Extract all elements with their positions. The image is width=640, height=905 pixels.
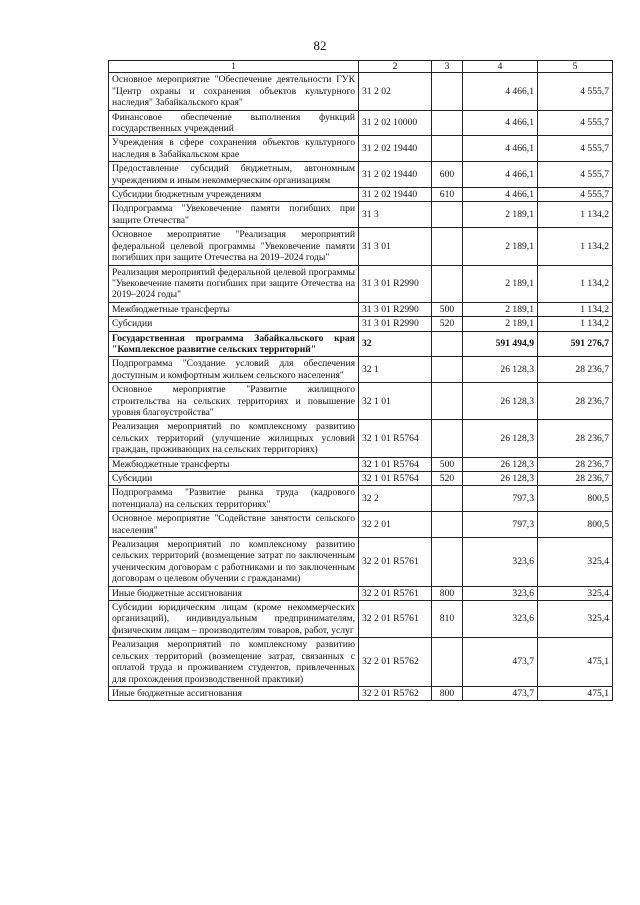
column-header: 3 [432, 61, 463, 73]
row-code: 31 2 02 19440 [359, 136, 432, 162]
row-code: 32 2 01 R5762 [359, 686, 432, 700]
row-amount-col4: 26 128,3 [463, 472, 538, 486]
budget-table [108, 60, 613, 701]
row-expense-type [432, 136, 463, 162]
row-expense-type [432, 331, 463, 357]
row-expense-type [432, 110, 463, 136]
row-amount-col4: 4 466,1 [463, 73, 538, 110]
table-row [109, 162, 613, 188]
row-amount-col4: 323,6 [463, 601, 538, 638]
row-amount-col4: 4 466,1 [463, 136, 538, 162]
row-code: 31 3 [359, 202, 432, 228]
row-amount-col4: 4 466,1 [463, 162, 538, 188]
row-code: 32 2 01 R5762 [359, 638, 432, 687]
row-amount-col5: 1 134,2 [538, 317, 613, 331]
row-amount-col4: 797,3 [463, 512, 538, 538]
table-row [109, 73, 613, 110]
row-code: 31 2 02 19440 [359, 188, 432, 202]
row-amount-col4: 473,7 [463, 638, 538, 687]
row-code: 32 2 01 [359, 512, 432, 538]
row-expense-type [432, 357, 463, 383]
row-amount-col5: 800,5 [538, 486, 613, 512]
row-amount-col5: 475,1 [538, 638, 613, 687]
row-amount-col4: 2 189,1 [463, 228, 538, 265]
row-name: Основное мероприятие "Обеспечение деятельности ГУК "Центр охраны и сохранения объектов культурного наследия" Забайкальского края" [109, 73, 359, 110]
row-amount-col5: 4 555,7 [538, 110, 613, 136]
row-amount-col5: 325,4 [538, 538, 613, 587]
row-code: 32 [359, 331, 432, 357]
column-header: 4 [463, 61, 538, 73]
row-code: 32 2 01 R5761 [359, 601, 432, 638]
table-row [109, 383, 613, 420]
row-amount-col5: 28 236,7 [538, 357, 613, 383]
row-amount-col5: 1 134,2 [538, 228, 613, 265]
row-code: 31 3 01 R2990 [359, 317, 432, 331]
row-name: Государственная программа Забайкальского края "Комплексное развитие сельских территорий" [109, 331, 359, 357]
row-amount-col4: 26 128,3 [463, 357, 538, 383]
row-name: Финансовое обеспечение выполнения функций государственных учреждений [109, 110, 359, 136]
row-amount-col5: 4 555,7 [538, 73, 613, 110]
row-amount-col5: 325,4 [538, 586, 613, 600]
row-name: Межбюджетные трансферты [109, 457, 359, 471]
table-row [109, 457, 613, 471]
row-expense-type: 500 [432, 302, 463, 316]
row-name: Подпрограмма "Развитие рынка труда (кадрового потенциала) на сельских территориях" [109, 486, 359, 512]
row-name: Основное мероприятие "Содействие занятости сельского населения" [109, 512, 359, 538]
table-body [109, 73, 613, 701]
table-row [109, 302, 613, 316]
row-code: 32 1 01 R5764 [359, 457, 432, 471]
row-name: Субсидии [109, 472, 359, 486]
row-amount-col4: 26 128,3 [463, 420, 538, 457]
table-row [109, 538, 613, 587]
table-row [109, 202, 613, 228]
table-row [109, 228, 613, 265]
row-name: Реализация мероприятий по комплексному развитию сельских территорий (возмещение затрат по заключенным ученическим договорам с работниками и по заключенным договорам о целевом обучении с гражданами) [109, 538, 359, 587]
table-row [109, 188, 613, 202]
row-code: 32 1 01 [359, 383, 432, 420]
row-name: Реализация мероприятий по комплексному развитию сельских территорий (возмещение затрат, связанных с оплатой труда и проживанием студентов, привлеченных для прохождения производственной практики) [109, 638, 359, 687]
row-name: Реализация мероприятий по комплексному развитию сельских территорий (улучшение жилищных условий граждан, проживающих на сельских территориях) [109, 420, 359, 457]
row-expense-type: 500 [432, 457, 463, 471]
table-row [109, 686, 613, 700]
column-header: 2 [359, 61, 432, 73]
row-name: Межбюджетные трансферты [109, 302, 359, 316]
table-row [109, 586, 613, 600]
row-name: Учреждения в сфере сохранения объектов культурного наследия в Забайкальском крае [109, 136, 359, 162]
row-expense-type [432, 383, 463, 420]
row-amount-col4: 323,6 [463, 586, 538, 600]
row-code: 32 1 01 R5764 [359, 420, 432, 457]
row-amount-col5: 28 236,7 [538, 457, 613, 471]
row-name: Субсидии [109, 317, 359, 331]
row-amount-col5: 28 236,7 [538, 420, 613, 457]
row-name: Субсидии юридическим лицам (кроме некоммерческих организаций), индивидуальным предпринимателям, физическим лицам – производителям товаров, работ, услуг [109, 601, 359, 638]
row-expense-type [432, 512, 463, 538]
column-header: 5 [538, 61, 613, 73]
row-amount-col4: 4 466,1 [463, 110, 538, 136]
row-code: 31 2 02 10000 [359, 110, 432, 136]
row-expense-type [432, 265, 463, 302]
row-code: 32 1 01 R5764 [359, 472, 432, 486]
row-expense-type [432, 228, 463, 265]
row-amount-col4: 323,6 [463, 538, 538, 587]
row-name: Основное мероприятие "Реализация мероприятий федеральной целевой программы "Увековечение памяти погибших при защите Отечества на 2019–2024 годы" [109, 228, 359, 265]
row-amount-col5: 28 236,7 [538, 383, 613, 420]
table-row [109, 136, 613, 162]
row-code: 31 3 01 [359, 228, 432, 265]
row-code: 31 3 01 R2990 [359, 302, 432, 316]
row-code: 31 3 01 R2990 [359, 265, 432, 302]
row-amount-col4: 2 189,1 [463, 265, 538, 302]
row-expense-type [432, 538, 463, 587]
row-amount-col5: 28 236,7 [538, 472, 613, 486]
row-expense-type [432, 638, 463, 687]
row-amount-col4: 2 189,1 [463, 302, 538, 316]
row-amount-col4: 2 189,1 [463, 317, 538, 331]
row-code: 31 2 02 [359, 73, 432, 110]
row-name: Иные бюджетные ассигнования [109, 686, 359, 700]
row-expense-type: 520 [432, 317, 463, 331]
table-row [109, 486, 613, 512]
row-name: Иные бюджетные ассигнования [109, 586, 359, 600]
row-name: Основное мероприятие "Развитие жилищного строительства на сельских территориях и повышение уровня благоустройства" [109, 383, 359, 420]
row-name: Подпрограмма "Увековечение памяти погибших при защите Отечества" [109, 202, 359, 228]
table-row [109, 512, 613, 538]
row-amount-col5: 591 276,7 [538, 331, 613, 357]
row-amount-col5: 4 555,7 [538, 136, 613, 162]
row-expense-type: 800 [432, 586, 463, 600]
table-row [109, 472, 613, 486]
row-expense-type: 520 [432, 472, 463, 486]
row-amount-col4: 591 494,9 [463, 331, 538, 357]
row-expense-type: 600 [432, 162, 463, 188]
row-amount-col4: 26 128,3 [463, 383, 538, 420]
row-code: 32 2 01 R5761 [359, 586, 432, 600]
row-expense-type: 800 [432, 686, 463, 700]
row-amount-col5: 1 134,2 [538, 202, 613, 228]
row-code: 32 2 01 R5761 [359, 538, 432, 587]
row-expense-type: 810 [432, 601, 463, 638]
column-number-header [109, 61, 613, 73]
row-name: Предоставление субсидий бюджетным, автономным учреждениям и иным некоммерческим организациям [109, 162, 359, 188]
row-expense-type: 610 [432, 188, 463, 202]
row-amount-col5: 475,1 [538, 686, 613, 700]
row-amount-col5: 800,5 [538, 512, 613, 538]
table-row [109, 638, 613, 687]
row-amount-col4: 797,3 [463, 486, 538, 512]
row-amount-col5: 4 555,7 [538, 162, 613, 188]
page-number: 82 [313, 38, 327, 53]
column-header: 1 [109, 61, 359, 73]
row-amount-col5: 1 134,2 [538, 302, 613, 316]
row-amount-col5: 1 134,2 [538, 265, 613, 302]
row-name: Субсидии бюджетным учреждениям [109, 188, 359, 202]
row-amount-col4: 2 189,1 [463, 202, 538, 228]
row-amount-col5: 325,4 [538, 601, 613, 638]
row-code: 31 2 02 19440 [359, 162, 432, 188]
row-name: Реализация мероприятий федеральной целевой программы "Увековечение памяти погибших при защите Отечества на 2019–2024 годы" [109, 265, 359, 302]
row-amount-col4: 473,7 [463, 686, 538, 700]
row-expense-type [432, 486, 463, 512]
row-amount-col5: 4 555,7 [538, 188, 613, 202]
table-row [109, 357, 613, 383]
table-row [109, 317, 613, 331]
row-code: 32 1 [359, 357, 432, 383]
table-row [109, 110, 613, 136]
row-amount-col4: 26 128,3 [463, 457, 538, 471]
row-expense-type [432, 73, 463, 110]
table-row [109, 265, 613, 302]
table-row [109, 601, 613, 638]
table-row [109, 420, 613, 457]
row-amount-col4: 4 466,1 [463, 188, 538, 202]
row-expense-type [432, 420, 463, 457]
row-expense-type [432, 202, 463, 228]
row-name: Подпрограмма "Создание условий для обеспечения доступным и комфортным жильем сельского населения" [109, 357, 359, 383]
table-row [109, 331, 613, 357]
row-code: 32 2 [359, 486, 432, 512]
